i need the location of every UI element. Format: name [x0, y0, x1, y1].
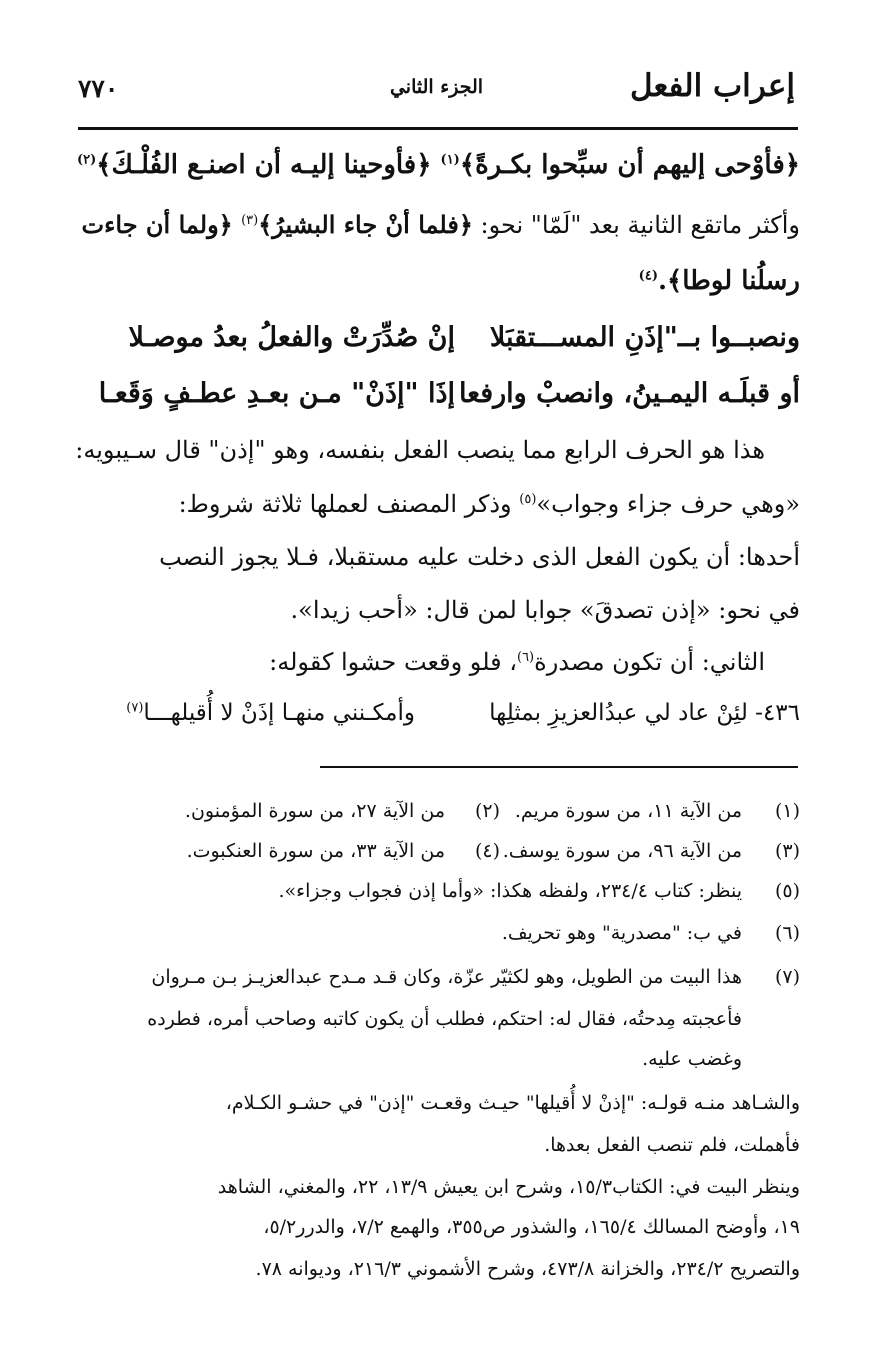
- footnote-number: (٥): [774, 880, 800, 902]
- footnote-7-line-7: ١٩، وأوضح المسالك ١٦٥/٤، والشذور ص٣٥٥، والهمع ٧/٢، والدرر٥/٢،: [263, 1216, 800, 1238]
- footnote-text: من الآية ٣٣، من سورة العنكبوت.: [186, 840, 445, 862]
- footnote-number: (٦): [774, 922, 800, 944]
- poem-hemistich-right: ٤٣٦- لئِنْ عاد لي عبدُالعزيزِ بمثلِها: [489, 700, 800, 726]
- footnote-7-line-6: وينظر البيت في: الكتاب١٥/٣، وشرح ابن يعيش ١٣/٩، ٢٢، والمغني، الشاهد: [217, 1176, 800, 1198]
- footnote-ref-3: (٣): [241, 213, 259, 228]
- quran-verse-4: ﴿ولما أن جاءت: [81, 210, 242, 239]
- footnote-ref-1: (١): [440, 152, 460, 168]
- volume-label: الجزء الثاني: [389, 76, 484, 98]
- footnote-number: (٧): [774, 966, 800, 988]
- footnote-text: من الآية ١١، من سورة مريم.: [514, 800, 742, 822]
- text-segment: وأكثر ماتقع الثانية بعد "لَمّا" نحو:: [472, 211, 800, 239]
- footnote-ref-6: (٦): [516, 650, 535, 665]
- text-segment: ، فلو وقعت حشوا كقوله:: [269, 648, 517, 676]
- quran-verse-1: ﴿فأوْحى إليهم أن سبِّحوا بكـرةً﴾: [459, 150, 800, 180]
- text-segment: الثاني: أن تكون مصدرة: [534, 648, 765, 676]
- text-line-2: [81, 210, 800, 239]
- footnote-7-line-3: وغضب عليه.: [642, 1048, 742, 1070]
- footnote-number: (١): [774, 800, 800, 822]
- text-segment: وذكر المصنف لعملها ثلاثة شروط:: [178, 490, 520, 518]
- header-rule: [78, 127, 798, 130]
- footnote-row-1: [85, 800, 800, 828]
- footnote-row-4: [85, 922, 800, 950]
- quran-verse-2: ﴿فأوحينا إليـه أن اصنـع الفُلْـكَ﴾: [96, 150, 441, 180]
- page-number: ٧٧٠: [78, 74, 119, 103]
- quran-line-3: [85, 266, 800, 296]
- sibawayh-quote: «وهي حرف جزاء وجواب»: [536, 490, 800, 518]
- footnote-7-line-2: فأعجبته مِدحتُه، فقال له: احتكم، فطلب أن يكون كاتبه وصاحب أمره، فطرده: [147, 1008, 742, 1030]
- footnote-7-line-4: والشـاهد منـه قولـه: "إذنْ لا أُقيلها" حيـث وقعـت "إذن" في حشـو الكـلام،: [225, 1092, 800, 1114]
- quran-line-1: [77, 150, 800, 180]
- poem-hemistich-left: [95, 700, 415, 726]
- footnote-text: من الآية ٢٧، من سورة المؤمنون.: [184, 800, 445, 822]
- footnote-rule: [320, 766, 798, 768]
- footnote-number: (٤): [474, 840, 500, 862]
- footnote-ref-7: (٧): [126, 700, 144, 716]
- footnote-row-5: [85, 966, 800, 994]
- alfiya-verse-1-right: ونصبــوا بــ"إذَنِ المســـتقبَلا: [489, 322, 800, 353]
- footnote-row-2: [85, 840, 800, 868]
- chapter-title: إعراب الفعل: [630, 68, 795, 104]
- footnote-7-line-5: فأهملت، فلم تنصب الفعل بعدها.: [544, 1134, 800, 1156]
- condition-one-line-2: في نحو: «إذن تصدقَ» جوابا لمن قال: «أحب زيدا».: [290, 596, 800, 624]
- paragraph-line-2: [85, 490, 800, 518]
- alfiya-verse-2-left: إذَا "إذَنْ" مـن بعـدِ عطـفٍ وَقَعـا: [98, 378, 455, 409]
- alfiya-verse-2-right: أو قبلَـه اليمـينُ، وانصبْ وارفعا: [458, 378, 800, 409]
- page-header: [78, 68, 795, 116]
- footnote-text: في ب: "مصدرية" وهو تحريف.: [501, 922, 742, 944]
- footnote-7-line-8: والتصريح ٢٣٤/٢، والخزانة ٤٧٣/٨، وشرح الأشموني ٢١٦/٣، وديوانه ٧٨.: [255, 1258, 800, 1280]
- alfiya-verse-1-left: إنْ صُدِّرَتْ والفعلُ بعدُ موصـلا: [128, 322, 455, 353]
- footnote-text: هذا البيت من الطويل، وهو لكثيّر عزّة، وكان قـد مـدح عبدالعزيـز بـن مـروان: [151, 966, 742, 988]
- footnote-number: (٣): [774, 840, 800, 862]
- footnote-row-3: [85, 880, 800, 908]
- paragraph-line-1: هذا هو الحرف الرابع مما ينصب الفعل بنفسه، وهو "إذن" قال سـيبويه:: [75, 436, 765, 464]
- footnote-ref-2: (٢): [77, 152, 97, 168]
- quran-verse-4-end: رسلُنا لوطا﴾.: [657, 266, 800, 296]
- footnote-ref-4: (٤): [638, 268, 658, 284]
- footnote-ref-5: (٥): [519, 492, 537, 507]
- quran-verse-3: ﴿فلما أنْ جاء البشيرُ﴾: [258, 210, 473, 239]
- condition-two-line: [85, 648, 765, 676]
- footnote-text: ينظر: كتاب ٢٣٤/٤، ولفظه هكذا: «وأما إذن فجواب وجزاء».: [278, 880, 742, 902]
- condition-one-line-1: أحدها: أن يكون الفعل الذى دخلت عليه مستقبلا، فـلا يجوز النصب: [159, 543, 800, 571]
- footnote-text: من الآية ٩٦، من سورة يوسف.: [502, 840, 742, 862]
- poem-second-half: وأمكـنني منهـا إذَنْ لا أُقيلهـــا: [143, 700, 415, 726]
- footnote-number: (٢): [474, 800, 500, 822]
